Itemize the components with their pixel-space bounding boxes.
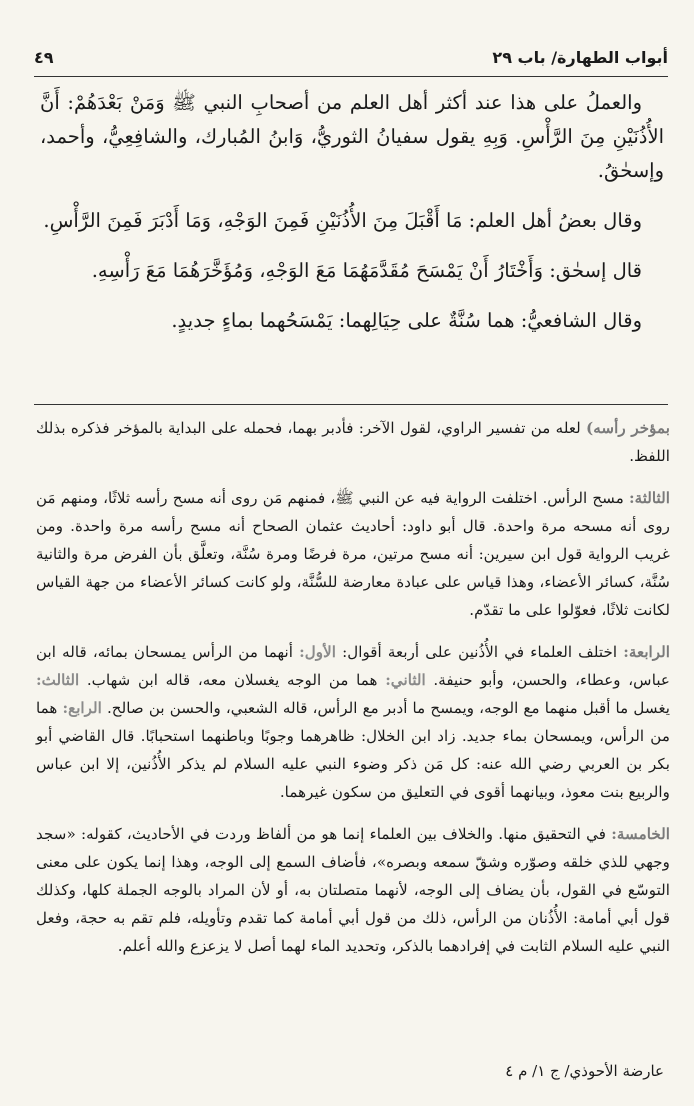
main-paragraph-4: وقال الشافعيُّ: هما سُنَّةٌ على حِيَالِهما: يَمْسَحُهما بماءٍ جديدٍ. — [171, 309, 642, 332]
main-paragraph-1: والعملُ على هذا عند أكثر أهل العلم من أصحابِ النبي ﷺ وَمَنْ بَعْدَهُمْ: أَنَّ الأُذُنَيْنِ مِنَ الرَّأْسِ. وَبِهِ يقول سفيانُ الثوريُّ، وَابنُ المُبارك، والشافِعِيُّ، وأحمد، وإسحٰقُ. — [40, 91, 664, 182]
commentary-note-3 — [36, 638, 670, 806]
note-text: هما من الوجه يغسلان معه، قاله ابن شهاب. — [79, 671, 386, 689]
note-text: أنهما من الرأس يمسحان بمائه، قاله ابن عباس، وعطاء، والحسن، وأبو حنيفة. — [36, 643, 670, 689]
note-text: اختلف العلماء في الأُذُنين على أربعة أقوال: — [335, 643, 624, 661]
page-header — [34, 48, 668, 70]
note-heading: الثالثة: — [628, 489, 670, 507]
opinion-label-2: الثاني: — [385, 671, 426, 689]
header-rule — [34, 76, 668, 77]
note-text: لعله من تفسير الراوي، لقول الآخر: فأدبر بهما، فحمله على البداية بالمؤخر فذكره بذلك اللفظ. — [36, 419, 670, 465]
opinion-label-4: الرابع: — [62, 699, 102, 717]
note-heading: بمؤخر رأسه) — [586, 419, 670, 437]
commentary — [36, 414, 670, 974]
note-text: هما من الرأس، ويمسحان بماء جديد. زاد ابن الخلال: ظاهرهما وجوبًا وباطنهما استحبابًا. قال القاضي أبو بكر بن العربي رضي الله عنه: كل مَن ذكر وضوء النبي عليه السلام لم يذكر الأُذُنين، إلا ابن عباس والربيع بنت معوذ، وبيانهما أقوى في التعليق من سكون غيرهما. — [36, 699, 670, 801]
commentary-note-2 — [36, 484, 670, 624]
note-text: في التحقيق منها. والخلاف بين العلماء إنما هو من ألفاظ وردت في الأحاديث، كقوله: «سجد وجهي للذي خلقه وصوّره وشقّ سمعه وبصره»، فأضاف السمع إلى الوجه، وهذا إنما يكون على معنى التوسّع في القول، بأن يضاف إلى الوجه، لأنهما متصلتان به، أو لأن المراد بالوجه الجملة كلها، وكذلك قول أبي أمامة: الأُذُنان من الرأس، ذلك من قول أبي أمامة كما تقدم وتأويله، فلم تقم به حجة، وفعل النبي عليه السلام الثابت في إفرادهما بالذكر، وتحديد الماء لهما أصل لا يزعزع والله أعلم. — [36, 825, 670, 955]
note-text: يغسل ما أقبل منهما مع الوجه، ويمسح ما أدبر مع الرأس، قاله الشعبي، والحسن بن صالح. — [101, 699, 671, 717]
opinion-label-3: الثالث: — [36, 671, 80, 689]
note-heading: الرابعة: — [623, 643, 670, 661]
note-heading: الخامسة: — [611, 825, 670, 843]
commentary-note-1 — [36, 414, 670, 470]
commentary-note-4 — [36, 820, 670, 960]
main-text — [40, 86, 664, 354]
opinion-label-1: الأول: — [299, 643, 336, 661]
main-paragraph-3: قال إسحٰق: وَأَخْتَارُ أَنْ يَمْسَحَ مُقَدَّمَهُمَا مَعَ الوَجْهِ، وَمُؤَخَّرَهُمَا مَعَ رَأْسِهِ. — [91, 259, 642, 282]
main-paragraph-2: وقال بعضُ أهل العلم: مَا أَقْبَلَ مِنَ الأُذُنَيْنِ فَمِنَ الوَجْهِ، وَمَا أَدْبَرَ فَمِنَ الرَّأْسِ. — [43, 209, 642, 232]
running-title: أبواب الطهارة/ باب ٢٩ — [492, 48, 668, 67]
printer-signature: عارضة الأحوذي/ ج ١/ م ٤ — [505, 1062, 664, 1080]
note-text: مسح الرأس. اختلفت الرواية فيه عن النبي ﷺ، فمنهم مَن روى أنه مسح رأسه ثلاثًا، ومنهم مَن روى أنه مسحه مرة واحدة. قال أبو داود: أحاديث عثمان الصحاح أنه مسح رأسه مرة واحدة. ومن غريب الرواية قول ابن سيرين: أنه مسح مرتين، مرة فرضًا ومرة سُنَّة، وتعلَّق بأن الفرض مرة والثانية سُنَّة، كسائر الأعضاء، وهذا قياس على عبادة معارضة للسُّنَّة، ولو كانت كسائر الأعضاء من جهة القياس لكانت ثلاثًا، فعوّلوا على ما تقدّم. — [36, 489, 670, 619]
page-number: ٤٩ — [34, 48, 54, 67]
commentary-rule — [34, 404, 668, 405]
